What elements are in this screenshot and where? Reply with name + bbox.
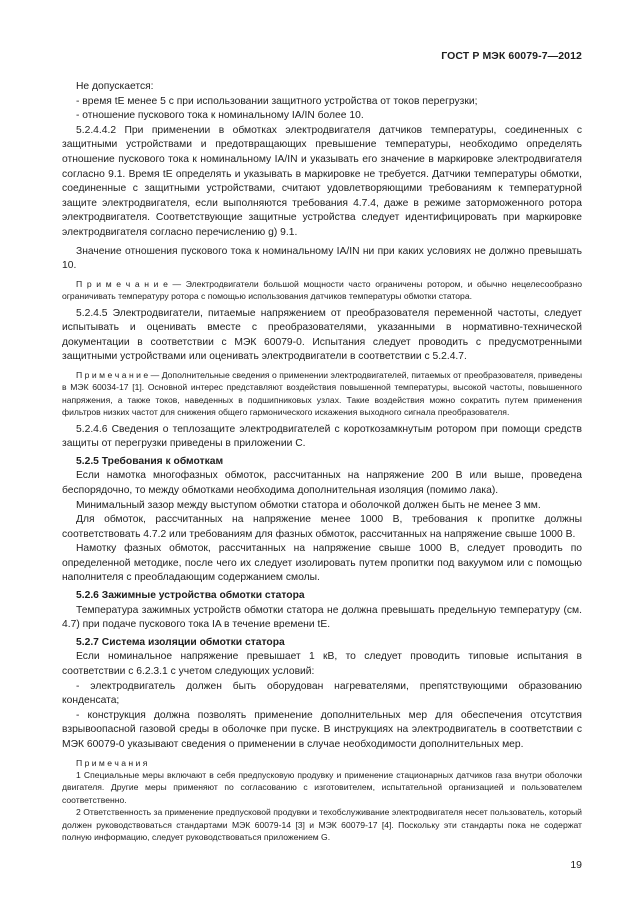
paragraph: Значение отношения пускового тока к номинальному IA/IN ни при каких условиях не должно превышать 10. <box>62 245 582 272</box>
note: П р и м е ч а н и е — Дополнительные сведения о применении электродвигателей, питаемых от преобразователя, приведены в МЭК 60034-17 [1]. Основной интерес представляют воздействия повышенной температуры, высокой частоты, повышенного напряжения, а также токов, наведенных в подшипниковых узлах. Такие воздействия можно сократить путем применения фильтров низких частот для снижения общего гармонического искажения выходного сигнала преобразователя. <box>62 369 582 418</box>
note: 1 Специальные меры включают в себя предпусковую продувку и применение стационарных датчиков газа внутри оболочки двигателя. Другие меры применяют по согласованию с изготовителем, испытательной организацией и пользователем соответственно. <box>62 770 582 805</box>
document-code-header: ГОСТ Р МЭК 60079-7—2012 <box>441 50 582 62</box>
paragraph: 5.2.4.5 Электродвигатели, питаемые напряжением от преобразователя переменной частоты, следует испытывать и оценивать вместе с преобразователями, указанными в нормативно-технической документации в соответствии с МЭК 60079-0. Испытания следует проводить с предусмотренными защитными устройствами или оценивать электродвигатели в соответствии с 5.2.4.7. <box>62 307 582 363</box>
paragraph: 5.2.4.6 Сведения о теплозащите электродвигателей с короткозамкнутым ротором при помощи средств защиты от перегрузки приведены в приложении С. <box>62 423 582 450</box>
section-heading: 5.2.5 Требования к обмоткам <box>76 455 224 467</box>
list-item: - время tE менее 5 с при использовании защитного устройства от токов перегрузки; <box>76 95 478 107</box>
paragraph: Если номинальное напряжение превышает 1 кВ, то следует проводить типовые испытания в соответствии с 6.2.3.1 с учетом следующих условий: <box>62 651 582 678</box>
list-item: - конструкция должна позволять применение дополнительных мер для обеспечения отсутствия взрывоопасной газовой среды в оболочке при пуске. В инструкциях на электродвигатель в соответствии с МЭК 60079-0 указывают сведения о применении в случае необходимости дополнительных мер. <box>62 709 582 750</box>
paragraph: Температура зажимных устройств обмотки статора не должна превышать предельную температуру (см. 4.7) при подаче пускового тока IA в течение времени tE. <box>62 604 582 631</box>
paragraph: Намотку фазных обмоток, рассчитанных на напряжение свыше 1000 В, следует проводить по определенной методике, после чего их следует изолировать путем пропитки под вакуумом или с помощью наполнителя с преобладающим содержанием смолы. <box>62 543 582 584</box>
section-heading: 5.2.7 Система изоляции обмотки статора <box>76 636 285 648</box>
section-heading: 5.2.6 Зажимные устройства обмотки статора <box>76 590 305 602</box>
paragraph: Не допускается: <box>76 81 154 92</box>
notes-heading: П р и м е ч а н и я <box>76 757 148 768</box>
page-number: 19 <box>570 859 582 871</box>
paragraph: 5.2.4.4.2 При применении в обмотках электродвигателя датчиков температуры, соединенных с защитными устройствами и предотвращающих превышение температуры, необходимо определять отношение пускового тока к номинальному IA/IN и указывать его значение в маркировке электродвигателя согласно 9.1. Время tE определять и указывать в маркировке не требуется. Датчики температуры обмотки, соединенные с защитными устройствами, считают удовлетворяющими требованиям к температурной защите электродвигателя, если выполняются требования 4.7.4, даже в режиме заторможенного ротора электродвигателя. Соответствующие защитные устройства следует идентифицировать при маркировке электродвигателя согласно перечислению g) 9.1. <box>62 124 582 238</box>
note: 2 Ответственность за применение предпусковой продувки и техобслуживание электродвигателя несет пользователь, который должен руководствоваться стандартами МЭК 60079-14 [3] и МЭК 60079-17 [4]. Поскольку эти стандарты пока не содержат полную информацию, следует руководствоваться приложением G. <box>62 807 582 843</box>
paragraph: Для обмоток, рассчитанных на напряжение менее 1000 В, требования к пропитке должны соответствовать 4.7.2 или требованиям для фазных обмоток, рассчитанных на напряжение свыше 1000 В. <box>62 514 582 540</box>
paragraph: Минимальный зазор между выступом обмотки статора и оболочкой должен быть не менее 3 мм. <box>76 499 541 511</box>
page-body <box>62 80 582 843</box>
list-item: - отношение пускового тока к номинальному IA/IN более 10. <box>76 110 364 122</box>
paragraph: Если намотка многофазных обмоток, рассчитанных на напряжение 200 В или выше, проведена беспорядочно, то между обмотками необходима дополнительная изоляция (помимо лака). <box>62 470 582 496</box>
note: П р и м е ч а н и е — Электродвигатели большой мощности часто ограничены ротором, и обычно нецелесообразно ограничивать температуру ротора с помощью использования датчиков температуры обмотки статора. <box>62 278 582 302</box>
list-item: - электродвигатель должен быть оборудован нагревателями, препятствующими образованию конденсата; <box>62 680 582 707</box>
